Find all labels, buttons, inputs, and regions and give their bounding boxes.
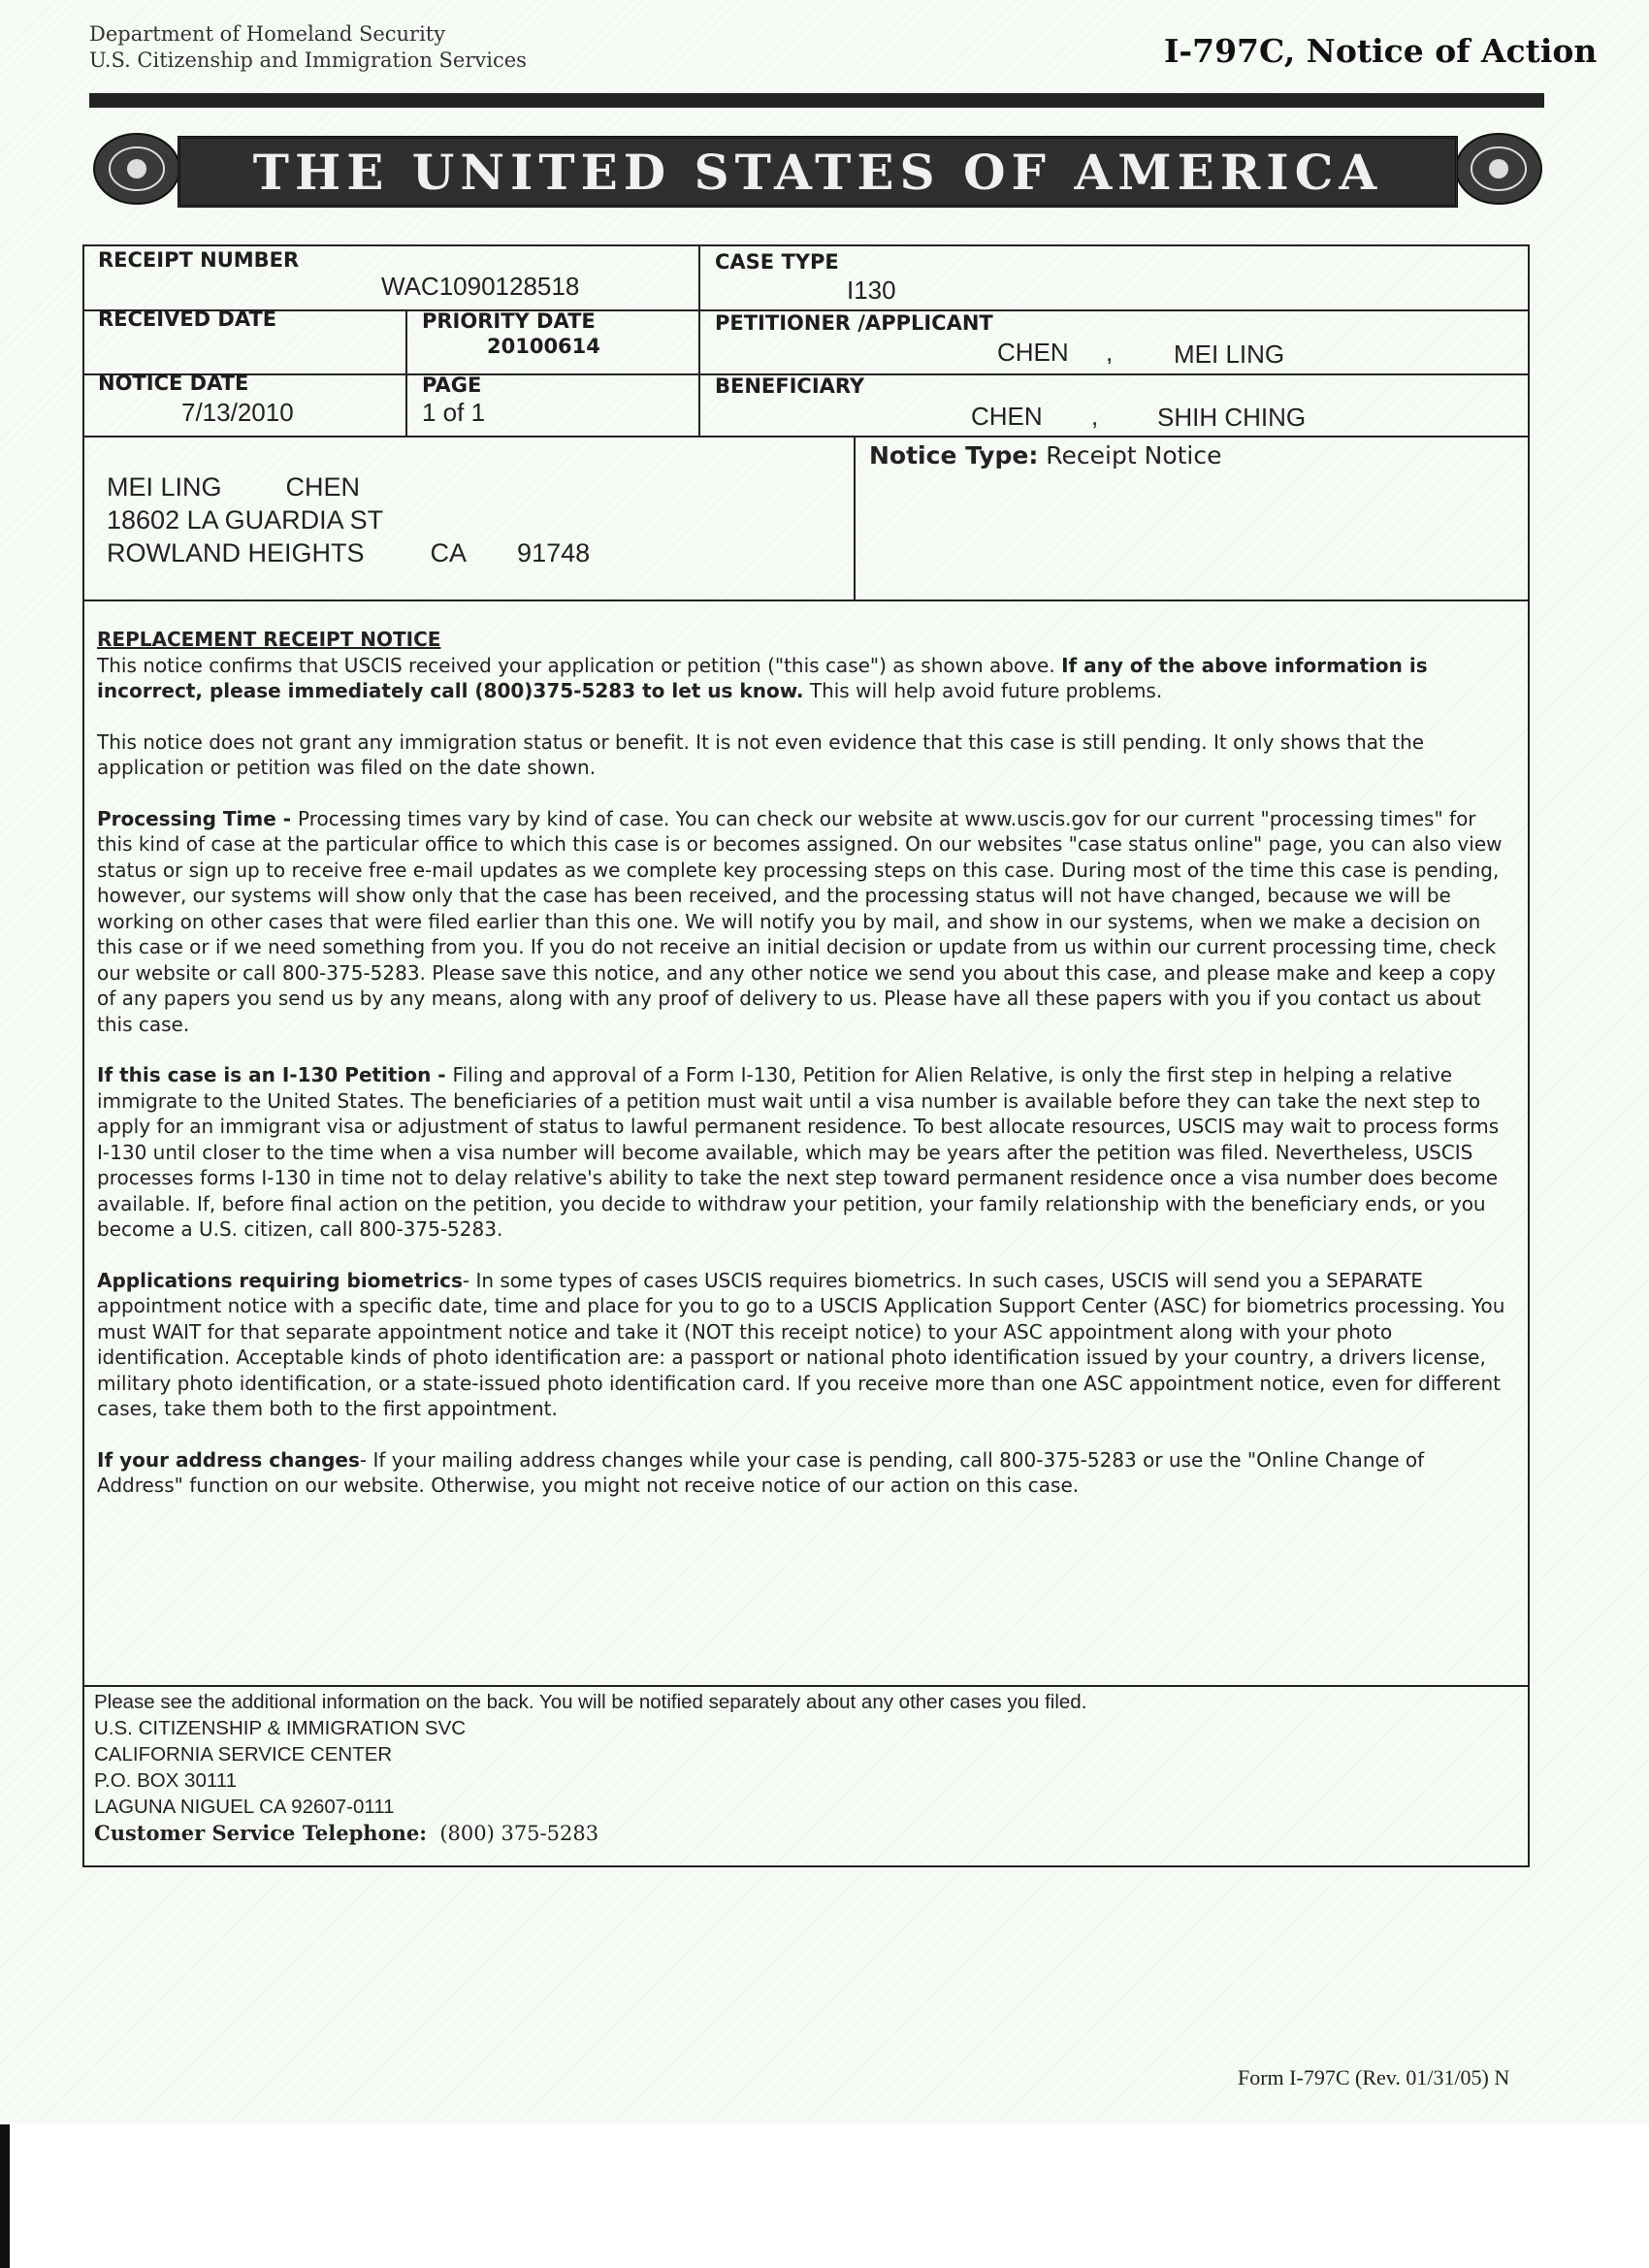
grid-line	[405, 309, 407, 436]
notice-body-title: REPLACEMENT RECEIPT NOTICE	[97, 628, 441, 651]
petitioner-comma: ,	[1106, 338, 1114, 367]
p4-text: Filing and approval of a Form I-130, Petition for Alien Relative, is only the first step in helping a relative immigrate to the United States. The beneficiaries of a petition must wait until a visa number is available before they can take the next step to apply for an immigrant visa or adjustment of status to lawful permanent residence. To best allocate resources, USCIS may wait to process forms I-130 until closer to the time when a visa number will become available, which may be years after the petition was filed. Nevertheless, USCIS processes forms I-130 in time not to delay relative's ability to take the next step toward permanent residence once a visa number does become available. If, before final action on the petition, you decide to withdraw your petition, your family relationship with the beneficiary ends, or you become a U.S. citizen, call 800-375-5283.	[97, 1063, 1500, 1241]
form-title: I-797C, Notice of Action	[1164, 32, 1598, 70]
scan-edge	[0, 2124, 10, 2268]
notice-type	[869, 441, 1222, 470]
notice-type-label: Notice Type:	[869, 441, 1039, 470]
agency-header	[89, 21, 527, 74]
form-revision: Form I-797C (Rev. 01/31/05) N	[1238, 2065, 1510, 2090]
notice-body	[97, 627, 1515, 1524]
priority-date: 20100614	[487, 335, 600, 358]
p4-heading: If this case is an I-130 Petition -	[97, 1063, 453, 1086]
notice-type-value: Receipt Notice	[1046, 441, 1222, 470]
case-type: I130	[847, 275, 896, 305]
p1-bold: If any of the above information is incorrect, please immediately call (800)375-5283 to let us know.	[97, 653, 1428, 702]
paragraph-address-change	[97, 1447, 1515, 1499]
agency-line-1: Department of Homeland Security	[89, 22, 446, 46]
paragraph-biometrics	[97, 1268, 1515, 1422]
notice-date: 7/13/2010	[181, 398, 294, 427]
phone-number: (800) 375-5283	[439, 1822, 599, 1845]
beneficiary-first-name: SHIH CHING	[1157, 403, 1307, 432]
zip: 91748	[517, 538, 591, 567]
street-line: 18602 LA GUARDIA ST	[107, 505, 384, 535]
paragraph-processing-time	[97, 806, 1515, 1038]
banner-text: THE UNITED STATES OF AMERICA	[178, 136, 1458, 208]
addressee-last-name: CHEN	[285, 472, 361, 502]
addressee-line	[107, 470, 590, 503]
beneficiary-label: BENEFICIARY	[715, 374, 865, 398]
receipt-number: WAC1090128518	[381, 272, 580, 301]
page-label: PAGE	[422, 373, 482, 397]
agency-line-2: U.S. Citizenship and Immigration Services	[89, 49, 527, 72]
footer-block	[94, 1689, 1086, 1847]
addressee-first-name: MEI LING	[107, 472, 222, 502]
footer-line-1: Please see the additional information on the back. You will be notified separately about any other cases you filed.	[94, 1691, 1087, 1713]
petitioner-label: PETITIONER /APPLICANT	[715, 311, 993, 335]
petitioner-last-name: CHEN	[997, 338, 1069, 367]
p3-heading: Processing Time -	[97, 806, 298, 830]
case-type-label: CASE TYPE	[715, 250, 839, 274]
paragraph-confirmation	[97, 627, 1515, 704]
phone-label: Customer Service Telephone:	[94, 1821, 427, 1845]
beneficiary-comma: ,	[1091, 402, 1099, 431]
customer-service-phone	[94, 1820, 1086, 1847]
mailing-address	[107, 470, 590, 569]
paragraph-no-status: This notice does not grant any immigration status or benefit. It is not even evidence that this case is still pending. It only shows that the application or petition was filed on the date shown.	[97, 729, 1425, 779]
petitioner-first-name: MEI LING	[1174, 340, 1285, 369]
p5-text: - In some types of cases USCIS requires biometrics. In such cases, USCIS will send you a SEPARATE appointment notice with a specific date, time and place for you to go to a USCIS Application Support Center (ASC) for biometrics processing. You must WAIT for that separate appointment notice and take it (NOT this receipt notice) to your ASC appointment along with your photo identification. Acceptable kinds of photo identification are: a passport or national photo identification issued by your country, a drivers license, military photo identification, or a state-issued photo identification card. If you receive more than one ASC appointment notice, even for different cases, take them both to the first appointment.	[97, 1268, 1505, 1420]
beneficiary-last-name: CHEN	[971, 402, 1043, 431]
footer-line-2: U.S. CITIZENSHIP & IMMIGRATION SVC	[94, 1717, 467, 1739]
grid-line	[854, 436, 856, 599]
city-line	[107, 536, 590, 569]
grid-line	[82, 436, 1530, 437]
footer-line-4: P.O. BOX 30111	[94, 1769, 238, 1792]
header-rule	[89, 93, 1544, 108]
scanner-background	[0, 2124, 1649, 2268]
grid-line	[82, 1685, 1530, 1687]
p3-text: Processing times vary by kind of case. You can check our website at www.uscis.gov for our current "processing times" for this kind of case at the particular office to which this case is or becomes assigned. On our websites "case status online" page, you can also view status or sign up to receive free e-mail updates as we complete key processing steps on this case. During most of the time this case is pending, however, our systems will show only that the case has been received, and the processing status will not have changed, because we will be working on other cases that were filed earlier than this one. We will notify you by mail, and show in our systems, when we make a decision on this case or if we need something from you. If you do not receive an initial decision or update from us within our current processing time, check our website or call 800-375-5283. Please save this notice, and any other notice we send you about this case, and please make and keep a copy of any papers you send us by any means, along with any proof of delivery to us. Please have all these papers with you if you contact us about this case.	[97, 806, 1503, 1036]
receipt-number-label: RECEIPT NUMBER	[98, 248, 300, 272]
p1-text: This notice confirms that USCIS received your application or petition ("this case") as shown above.	[97, 653, 1062, 677]
grid-line	[82, 599, 1530, 601]
city: ROWLAND HEIGHTS	[107, 538, 365, 567]
footer-line-3: CALIFORNIA SERVICE CENTER	[94, 1743, 393, 1766]
p1-tail: This will help avoid future problems.	[803, 679, 1163, 702]
page-value: 1 of 1	[422, 398, 486, 427]
banner	[90, 128, 1545, 210]
footer-line-5: LAGUNA NIGUEL CA 92607-0111	[94, 1796, 395, 1818]
paragraph-i130	[97, 1062, 1515, 1243]
p5-heading: Applications requiring biometrics	[97, 1268, 463, 1292]
received-date-label: RECEIVED DATE	[98, 308, 277, 331]
priority-date-label: PRIORITY DATE	[422, 309, 596, 333]
grid-line	[698, 244, 700, 436]
notice-date-label: NOTICE DATE	[98, 372, 249, 395]
p6-text: - If your mailing address changes while your case is pending, call 800-375-5283 or use the "Online Change of Address" function on our website. Otherwise, you might not receive notice of our action on this case.	[97, 1447, 1425, 1497]
state: CA	[430, 538, 468, 567]
p6-heading: If your address changes	[97, 1447, 360, 1472]
